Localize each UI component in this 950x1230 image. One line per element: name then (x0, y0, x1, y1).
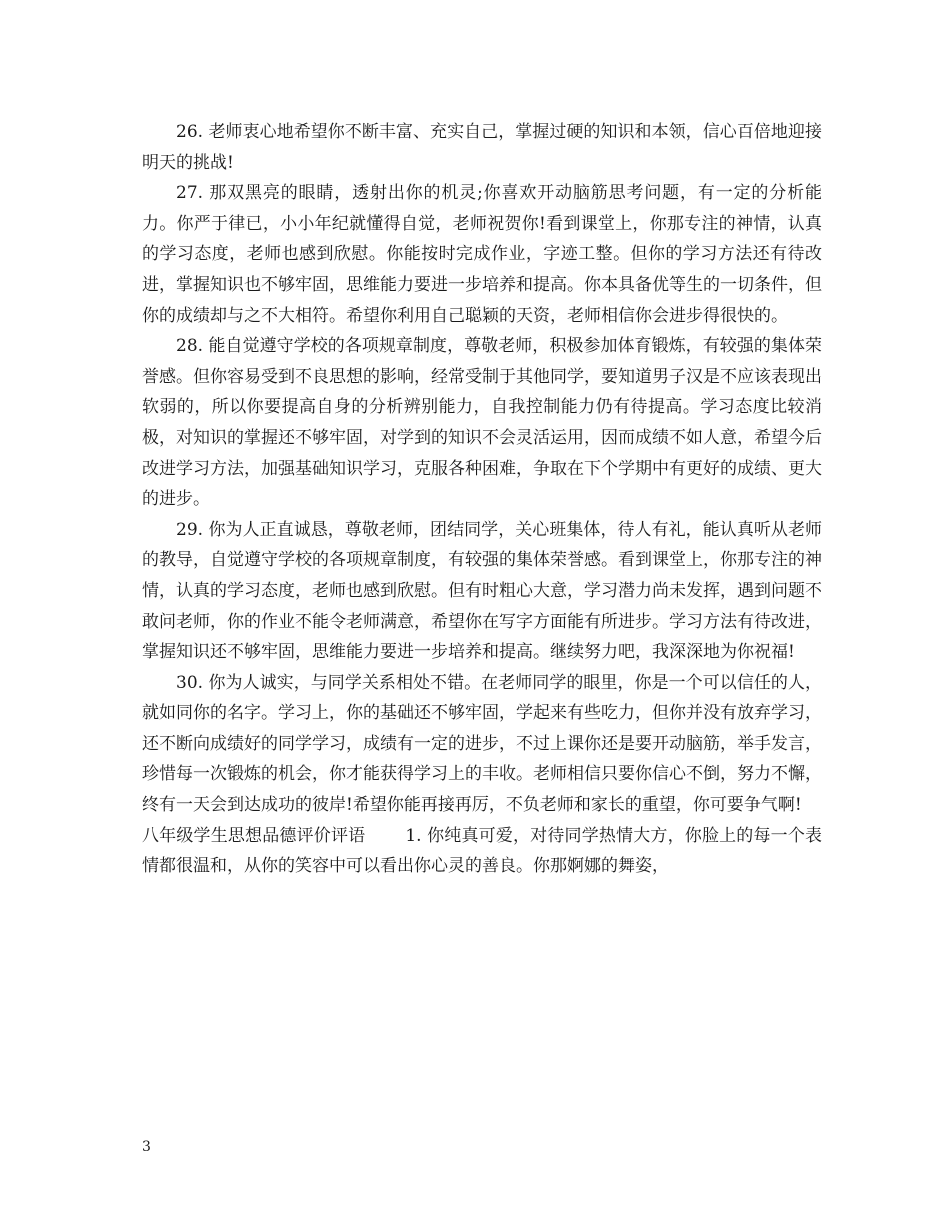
section-first-item: 1. 你纯真可爱，对待同学热情大方，你脸上的每一个表情都很温和，从你的笑容中可以看出你心灵的善良。你那婀娜的舞姿， (142, 825, 823, 877)
paragraph-29: 29. 你为人正直诚恳，尊敬老师，团结同学，关心班集体，待人有礼，能认真听从老师的教导，自觉遵守学校的各项规章制度，有较强的集体荣誉感。看到课堂上，你那专注的神情，认真的学习态度，老师也感到欣慰。但有时粗心大意，学习潜力尚未发挥，遇到问题不敢问老师，你的作业不能令老师满意，希望你在写字方面能有所进步。学习方法有待改进，掌握知识还不够牢固，思维能力要进一步培养和提高。继续努力吧，我深深地为你祝福! (142, 519, 822, 663)
paragraph-28: 28. 能自觉遵守学校的各项规章制度，尊敬老师，积极参加体育锻炼，有较强的集体荣誉感。但你容易受到不良思想的影响，经常受制于其他同学，要知道男子汉是不应该表现出软弱的，所以你要提高自身的分析辨别能力，自我控制能力仍有待提高。学习态度比较消极，对知识的掌握还不够牢固，对学到的知识不会灵活运用，因而成绩不如人意，希望今后改进学习方法，加强基础知识学习，克服各种困难，争取在下个学期中有更好的成绩、更大的进步。 (142, 336, 822, 510)
paragraph-30: 30. 你为人诚实，与同学关系相处不错。在老师同学的眼里，你是一个可以信任的人，就如同你的名字。学习上，你的基础还不够牢固，学起来有些吃力，但你并没有放弃学习，还不断向成绩好的同学学习，成绩有一定的进步，不过上课你还是要开动脑筋，举手发言，珍惜每一次锻炼的机会，你才能获得学习上的丰收。老师相信只要你信心不倒，努力不懈，终有一天会到达成功的彼岸!希望你能再接再厉，不负老师和家长的重望，你可要争气啊! (142, 672, 822, 816)
section-start (142, 821, 822, 882)
paragraph-27: 27. 那双黑亮的眼睛，透射出你的机灵;你喜欢开动脑筋思考问题，有一定的分析能力。你严于律已，小小年纪就懂得自觉，老师祝贺你!看到课堂上，你那专注的神情，认真的学习态度，老师也感到欣慰。你能按时完成作业，字迹工整。但你的学习方法还有待改进，掌握知识也不够牢固，思维能力要进一步培养和提高。你本具备优等生的一切条件，但你的成绩却与之不大相符。希望你利用自己聪颖的天资，老师相信你会进步得很快的。 (142, 183, 822, 326)
page-number: 3 (142, 1139, 151, 1155)
document-body (142, 117, 822, 882)
section-title: 八年级学生思想品德评价评语 (142, 825, 366, 846)
paragraph-26: 26. 老师衷心地希望你不断丰富、充实自己，掌握过硬的知识和本领，信心百倍地迎接明天的挑战! (142, 122, 822, 173)
